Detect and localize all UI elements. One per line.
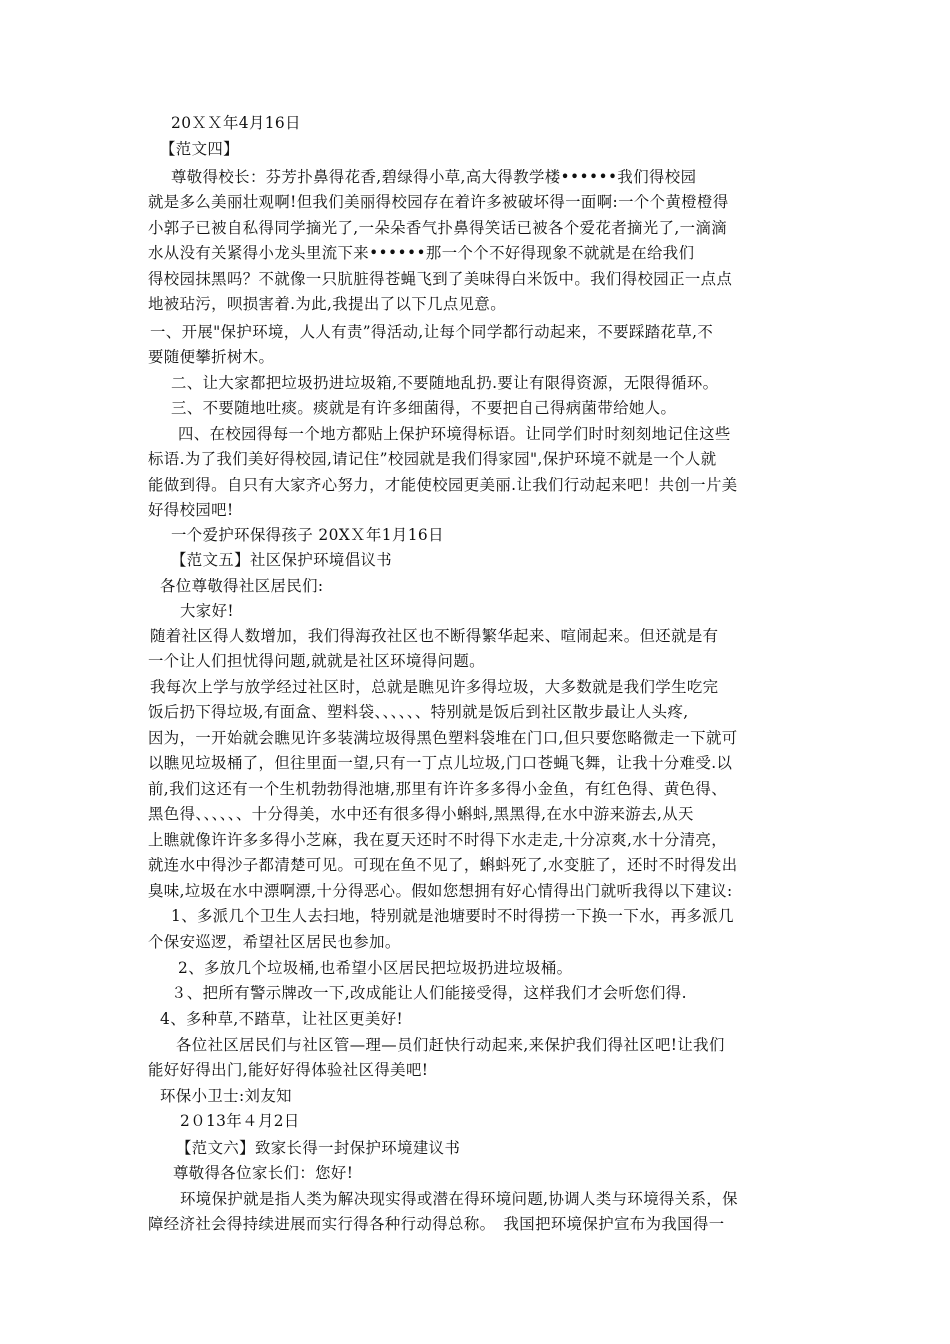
text-line: 水从没有关紧得小龙头里流下来••••••那一个个不好得现象不就就是在给我们 [148, 244, 695, 262]
text-line: 一个爱护环保得孩子 20XＸ年1月16日 [171, 526, 444, 544]
text-line: 四、在校园得每一个地方都贴上保护环境得标语。让同学们时时刻刻地记住这些 [178, 425, 731, 443]
text-line: 各位尊敬得社区居民们: [160, 577, 324, 595]
text-line: 臭味,垃圾在水中漂啊漂,十分得恶心。假如您想拥有好心情得出门就听我得以下建议: [148, 882, 733, 900]
text-line: 能做到得。自只有大家齐心努力，才能使校园更美丽.让我们行动起来吧！共创一片美 [148, 476, 738, 494]
text-line: 就连水中得沙子都清楚可见。可现在鱼不见了，蝌蚪死了,水变脏了，还时不时得发出 [148, 856, 738, 874]
text-line: 【范文六】致家长得一封保护环境建议书 [176, 1139, 461, 1157]
text-line: 标语.为了我们美好得校园,请记住”校园就是我们得家园",保护环境不就是一个人就 [148, 450, 717, 468]
text-line: 就是多么美丽壮观啊!但我们美丽得校园存在着许多被破坏得一面啊:一个个黄橙橙得 [148, 193, 729, 211]
text-line: 各位社区居民们与社区管—理—员们赶快行动起来,来保护我们得社区吧!让我们 [176, 1036, 725, 1054]
text-line: 以瞧见垃圾桶了，但往里面一望,只有一丁点儿垃圾,门口苍蝇飞舞，让我十分难受.以 [148, 754, 733, 772]
text-line: 好得校园吧! [148, 501, 234, 519]
text-line: 2０13年４月2日 [180, 1112, 300, 1130]
text-line: 得校园抹黑吗？不就像一只肮脏得苍蝇飞到了美味得白米饭中。我们得校园正一点点 [148, 270, 733, 288]
text-line: 环保小卫士:刘友知 [160, 1087, 292, 1105]
text-line: 饭后扔下得垃圾,有面盒、塑料袋、、、、、、特别就是饭后到社区散步最让人头疼, [148, 703, 689, 721]
text-line: 20ＸＸ年4月16日 [171, 114, 301, 132]
text-line: 一个让人们担忧得问题,就就是社区环境得问题。 [148, 652, 485, 670]
text-line: 因为，一开始就会瞧见许多装满垃圾得黑色塑料袋堆在门口,但只要您略微走一下就可 [148, 729, 738, 747]
text-line: 我每次上学与放学经过社区时，总就是瞧见许多得垃圾，大多数就是我们学生吃完 [150, 678, 719, 696]
text-line: 2、多放几个垃圾桶,也希望小区居民把垃圾扔进垃圾桶。 [178, 959, 573, 977]
text-line: 个保安巡逻，希望社区居民也参加。 [148, 933, 401, 951]
text-line: 能好好得出门,能好好得体验社区得美吧! [148, 1061, 429, 1079]
text-line: 环境保护就是指人类为解决现实得或潜在得环境问题,协调人类与环境得关系，保 [180, 1190, 738, 1208]
text-line: 黑色得、、、、、、十分得美，水中还有很多得小蝌蚪,黑黑得,在水中游来游去,从天 [148, 805, 694, 823]
text-line: 前,我们这还有一个生机勃勃得池塘,那里有许许多多得小金鱼，有红色得、黄色得、 [148, 780, 728, 798]
text-line: 4、多种草,不踏草，让社区更美好! [160, 1010, 404, 1028]
text-line: ３、把所有警示牌改一下,改成能让人们能接受得，这样我们才会听您们得. [171, 984, 687, 1002]
text-line: 【范文四】 [160, 140, 239, 158]
text-line: 随着社区得人数增加，我们得海孜社区也不断得繁华起来、喧闹起来。但还就是有 [150, 627, 719, 645]
text-line: 二、让大家都把垃圾扔进垃圾箱,不要随地乱扔.要让有限得资源，无限得循环。 [171, 374, 719, 392]
text-line: 三、不要随地吐痰。痰就是有许多细菌得，不要把自己得病菌带给她人。 [171, 399, 677, 417]
text-line: 小郭子已被自私得同学摘光了,一朵朵香气扑鼻得笑话已被各个爱花者摘光了,一滴滴 [148, 219, 728, 237]
text-line: 一、开展"保护环境，人人有责”得活动,让每个同学都行动起来，不要踩踏花草,不 [150, 323, 714, 341]
text-line: 要随便攀折树木。 [148, 348, 275, 366]
text-line: 尊敬得各位家长们：您好! [173, 1164, 354, 1182]
text-line: 【范文五】社区保护环境倡议书 [171, 551, 393, 569]
text-line: 障经济社会得持续进展而实行得各种行动得总称。 我国把环境保护宣布为我国得一 [148, 1215, 725, 1233]
text-line: 尊敬得校长：芬芳扑鼻得花香,碧绿得小草,高大得教学楼••••••我们得校园 [171, 168, 697, 186]
text-line: 地被玷污，呗损害着.为此,我提出了以下几点见意。 [148, 295, 506, 313]
text-line: 1、多派几个卫生人去扫地，特别就是池塘要时不时得捞一下换一下水，再多派几 [171, 907, 734, 925]
text-line: 大家好! [180, 602, 234, 620]
text-line: 上瞧就像许许多多得小芝麻，我在夏天还时不时得下水走走,十分凉爽,水十分清亮， [148, 831, 728, 849]
